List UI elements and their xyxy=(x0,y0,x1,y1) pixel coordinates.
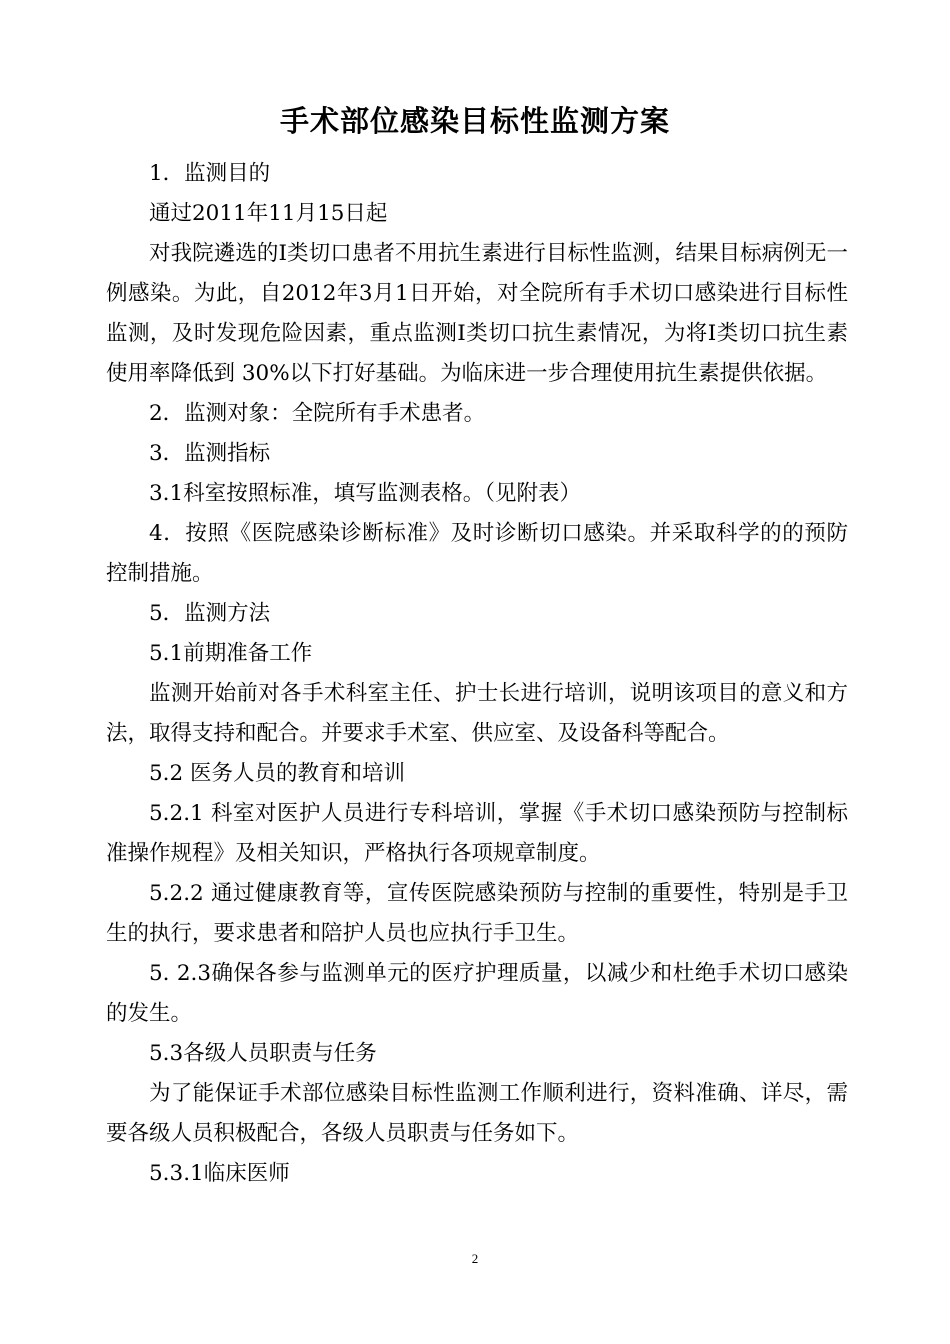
paragraph: 监测开始前对各手术科室主任、护士长进行培训，说明该项目的意义和方法，取得支持和配合。并要求手术室、供应室、及设备科等配合。 xyxy=(106,681,848,746)
paragraph: 5. 2.3确保各参与监测单元的医疗护理质量，以减少和杜绝手术切口感染的发生。 xyxy=(106,961,848,1026)
paragraph: 3.1科室按照标准，填写监测表格。（见附表） xyxy=(149,481,581,506)
paragraph-heading-1: 1．监测目的 xyxy=(149,161,271,186)
document-body xyxy=(106,150,848,1194)
paragraph: 5.2 医务人员的教育和培训 xyxy=(149,761,406,786)
paragraph: 5.3.1临床医师 xyxy=(149,1161,290,1186)
paragraph: 5.3各级人员职责与任务 xyxy=(149,1041,377,1066)
document-title: 手术部位感染目标性监测方案 xyxy=(279,104,670,138)
paragraph-heading-3: 3．监测指标 xyxy=(149,441,271,466)
paragraph: 5.2.2 通过健康教育等，宣传医院感染预防与控制的重要性，特别是手卫生的执行，要求患者和陪护人员也应执行手卫生。 xyxy=(106,881,848,946)
paragraph: 通过2011年11月15日起 xyxy=(149,201,388,226)
page-number: 2 xyxy=(471,1251,479,1266)
paragraph: 5.2.1 科室对医护人员进行专科培训，掌握《手术切口感染预防与控制标准操作规程》及相关知识，严格执行各项规章制度。 xyxy=(106,801,848,866)
paragraph-heading-2: 2．监测对象：全院所有手术患者。 xyxy=(149,401,486,426)
paragraph-heading-5: 5．监测方法 xyxy=(149,601,271,626)
paragraph: 5.1前期准备工作 xyxy=(149,641,313,666)
paragraph: 对我院遴选的Ⅰ类切口患者不用抗生素进行目标性监测，结果目标病例无一例感染。为此，自2012年3月1日开始，对全院所有手术切口感染进行目标性监测，及时发现危险因素，重点监测Ⅰ类切口抗生素情况，为将Ⅰ类切口抗生素使用率降低到 30%以下打好基础。为临床进一步合理使用抗生素提供依据。 xyxy=(106,241,848,386)
paragraph: 为了能保证手术部位感染目标性监测工作顺利进行，资料准确、详尽，需要各级人员积极配合，各级人员职责与任务如下。 xyxy=(106,1081,848,1146)
paragraph-heading-4: 4．按照《医院感染诊断标准》及时诊断切口感染。并采取科学的的预防控制措施。 xyxy=(106,521,848,586)
